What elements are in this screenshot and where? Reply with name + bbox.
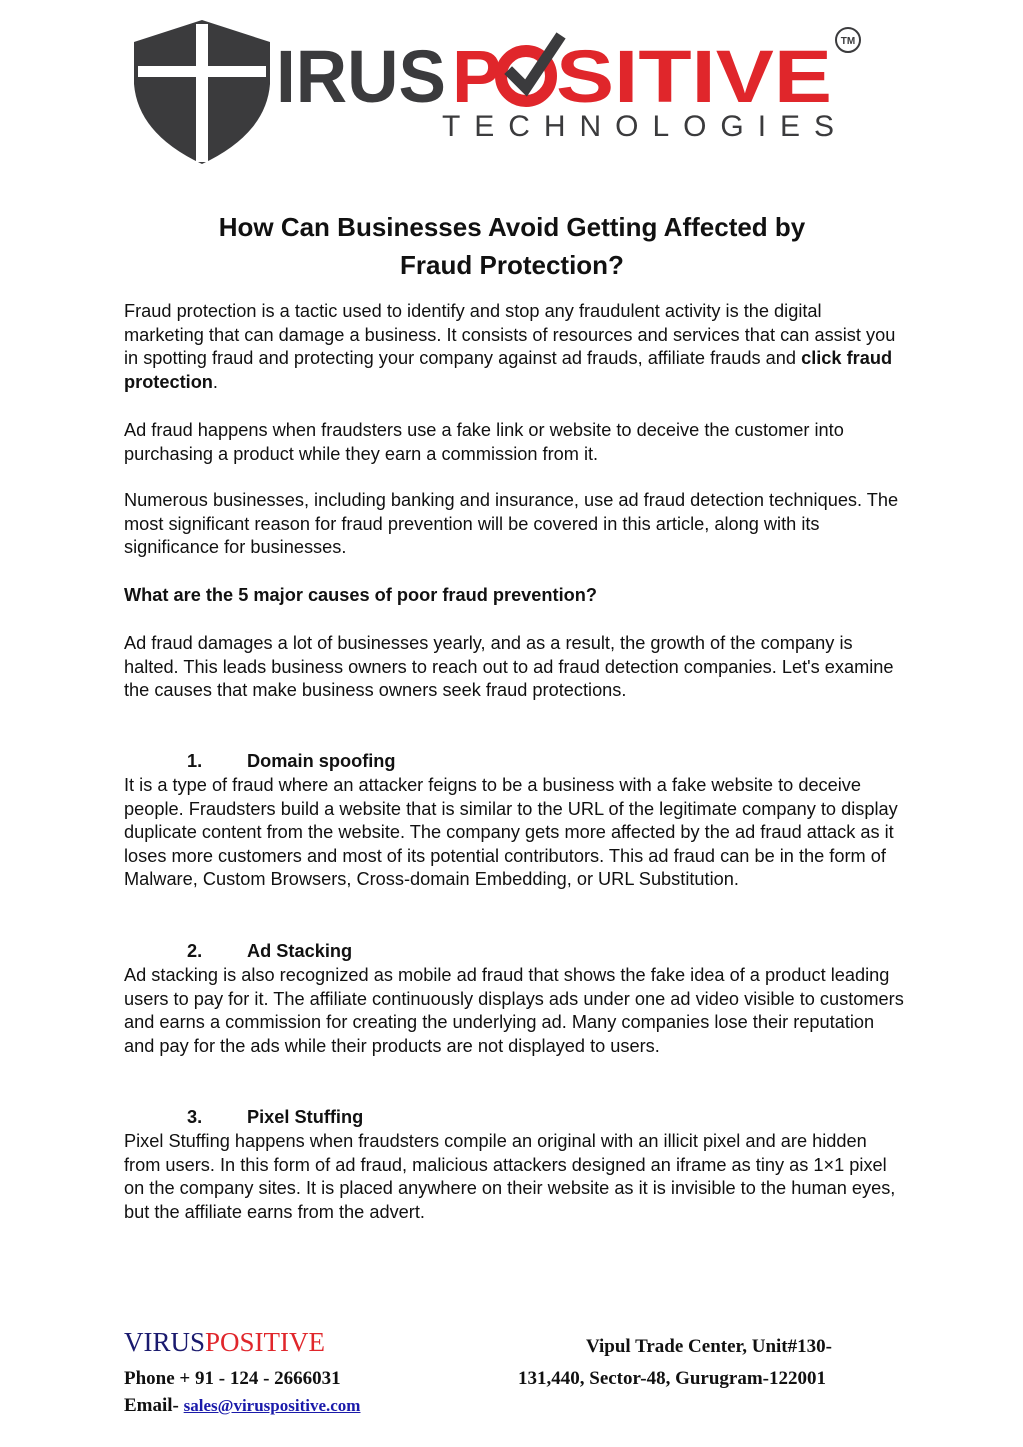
logo-word-red-p: P bbox=[452, 35, 502, 118]
footer-address-line-1: Vipul Trade Center, Unit#130- bbox=[586, 1336, 832, 1357]
intro-text: Fraud protection is a tactic used to identify and stop any fraudulent activity is the digital marketing that can damage a business. It consists of resources and services that can assist you in spotting fraud and protecting your company against ad frauds, affiliate frauds and bbox=[124, 301, 896, 369]
list-item-title: Domain spoofing bbox=[247, 751, 396, 771]
email-link[interactable]: sales@viruspositive.com bbox=[183, 1396, 361, 1415]
paragraph-businesses: Numerous businesses, including banking and insurance, use ad fraud detection techniques. The most significant reason for fraud prevention will be covered in this article, along with its significance for businesses. bbox=[124, 490, 899, 558]
list-item-number: 1. bbox=[187, 751, 203, 771]
paragraph-causes-intro: Ad fraud damages a lot of businesses yearly, and as a result, the growth of the company is halted. This leads business owners to reach out to ad fraud detection companies. Let's examine the causes that make business owners seek fraud protections. bbox=[124, 633, 894, 701]
logo-word-red: SITIVE bbox=[556, 35, 832, 118]
footer-brand-virus: VIRUS bbox=[124, 1327, 206, 1357]
list-item-title: Pixel Stuffing bbox=[247, 1107, 364, 1127]
intro-suffix: . bbox=[212, 371, 218, 392]
intro-paragraph bbox=[124, 300, 904, 394]
footer-phone: Phone + 91 - 124 - 2666031 bbox=[124, 1368, 341, 1389]
list-item-heading bbox=[187, 1106, 363, 1130]
logo-tagline: TECHNOLOGIES bbox=[442, 110, 834, 143]
footer-address-line-2: 131,440, Sector-48, Gurugram-122001 bbox=[518, 1368, 826, 1389]
article-title bbox=[124, 208, 900, 284]
list-item-body: Pixel Stuffing happens when fraudsters compile an original with an illicit pixel and are hidden from users. In this form of ad fraud, malicious attackers designed an iframe as tiny as 1×1 pixel on the company sites. It is placed anywhere on their website as it is invisible to the human eyes, but the affiliate earns from the advert. bbox=[124, 1131, 896, 1222]
footer-email bbox=[124, 1393, 360, 1419]
list-item-number: 2. bbox=[187, 941, 203, 961]
list-item-body: It is a type of fraud where an attacker feigns to be a business with a fake website to deceive people. Fraudsters build a website that is similar to the URL of the legitimate company to display duplicate content from the website. The company gets more affected by the ad fraud attack as it loses more customers and most of its potential contributors. This ad fraud can be in the form of Malware, Custom Browsers, Cross-domain Embedding, or URL Substitution. bbox=[124, 775, 898, 890]
list-item-title: Ad Stacking bbox=[247, 941, 353, 961]
title-line-2: Fraud Protection? bbox=[400, 250, 624, 280]
logo-word-dark: IRUS bbox=[276, 35, 446, 118]
list-item-heading bbox=[187, 750, 396, 774]
list-item-number: 3. bbox=[187, 1107, 203, 1127]
shield-icon bbox=[134, 20, 270, 164]
trademark-icon bbox=[836, 28, 860, 52]
footer-brand-positive: POSITIVE bbox=[205, 1327, 326, 1357]
check-icon bbox=[501, 40, 558, 101]
paragraph-ad-fraud: Ad fraud happens when fraudsters use a fake link or website to deceive the customer into purchasing a product while they earn a commission from it. bbox=[124, 420, 844, 464]
section-heading: What are the 5 major causes of poor fraud prevention? bbox=[124, 585, 597, 605]
company-logo bbox=[130, 14, 870, 169]
title-line-1: How Can Businesses Avoid Getting Affected by bbox=[218, 212, 806, 242]
list-item-body: Ad stacking is also recognized as mobile ad fraud that shows the fake idea of a product leading users to pay for it. The affiliate continuously displays ads under one ad video visible to customers and earns a commission for creating the underlying ad. Many companies lose their reputation and pay for the ads while their products are not displayed to users. bbox=[124, 965, 904, 1056]
svg-text:TM: TM bbox=[840, 36, 856, 47]
footer-brand bbox=[124, 1326, 325, 1358]
footer-email-label: Email- bbox=[124, 1395, 184, 1416]
intro-bold-link-text: click fraud protection bbox=[124, 348, 893, 392]
list-item-heading bbox=[187, 940, 352, 964]
